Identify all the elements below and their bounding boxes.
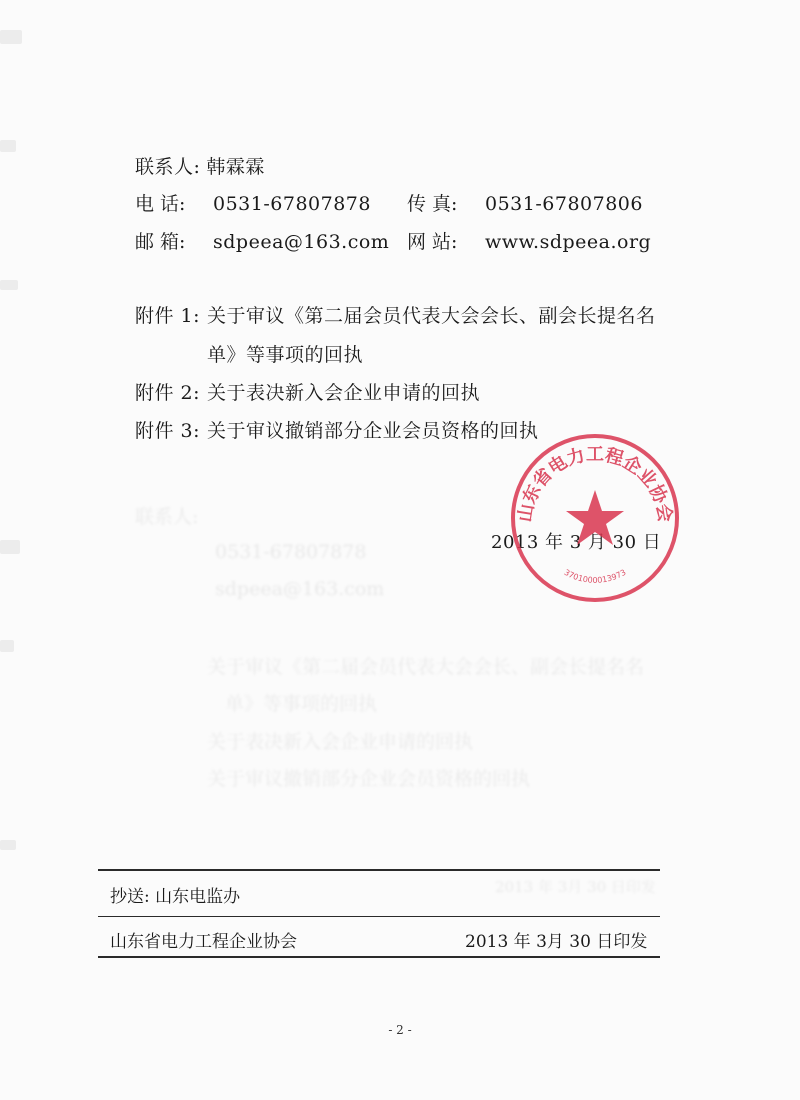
attachment-3-label: 附件 3: [135,420,201,442]
attachment-1-title-line2: 单》等事项的回执 [207,344,364,366]
fax-value: 0531-67807806 [485,193,643,215]
contact-person-label: 联系人: [135,156,201,178]
fax-label: 传 真: [407,193,458,215]
phone-label: 电 话: [135,193,186,215]
seal-code-text: 3701000013973 [562,567,628,585]
footer-rule-top [98,869,660,871]
contact-person-value: 韩霖霖 [206,156,265,178]
bleed-through-contact-person: 联系人: [135,506,199,528]
email-value: sdpeea@163.com [213,231,390,253]
scan-artifact [0,840,16,850]
seal-star-icon [566,490,624,545]
website-line [407,227,651,254]
cc-line: 抄送: 山东电监办 [110,887,241,907]
fax-line [407,189,643,216]
attachment-2 [135,378,480,405]
print-date-line: 2013 年 3月 30 日印发 [465,932,648,952]
footer-rule-middle [98,916,660,917]
seal-name-text: 山东省电力工程企业协会 [514,444,676,524]
phone-line [135,189,371,216]
footer-rule-bottom [98,956,660,958]
attachment-2-label: 附件 2: [135,382,201,404]
attachment-3 [135,416,539,443]
attachment-2-title: 关于表决新入会企业申请的回执 [207,382,481,404]
bleed-through-attachment-3: 关于审议撤销部分企业会员资格的回执 [207,768,531,790]
attachment-1 [135,301,656,328]
bleed-through-phone: 0531-67807878 [215,541,367,563]
attachment-1-continued [207,340,363,367]
bleed-through-footer: 2013 年 3月 30 日印发 [495,878,656,896]
email-line [135,227,389,254]
phone-value: 0531-67807878 [213,193,371,215]
scan-artifact [0,140,16,152]
attachment-1-title: 关于审议《第二届会员代表大会会长、副会长提名名 [207,305,656,327]
scan-artifact [0,280,18,290]
bleed-through-email: sdpeea@163.com [215,578,385,600]
website-value: www.sdpeea.org [485,231,652,253]
contact-person-line [135,152,265,179]
scan-artifact [0,30,22,44]
bleed-through-attachment-1: 关于审议《第二届会员代表大会会长、副会长提名名 [207,656,645,678]
attachment-3-title: 关于审议撤销部分企业会员资格的回执 [207,420,539,442]
website-label: 网 站: [407,231,458,253]
scan-artifact [0,540,20,554]
bleed-through-attachment-1b: 单》等事项的回执 [225,693,378,715]
issuer-line: 山东省电力工程企业协会 [110,932,297,952]
page-number: - 2 - [388,1023,412,1037]
bleed-through-attachment-2: 关于表决新入会企业申请的回执 [207,731,474,753]
email-label: 邮 箱: [135,231,186,253]
signature-date: 2013 年 3 月 30 日 [491,532,662,553]
official-seal [505,428,685,608]
scan-artifact [0,640,14,652]
attachment-1-label: 附件 1: [135,305,201,327]
